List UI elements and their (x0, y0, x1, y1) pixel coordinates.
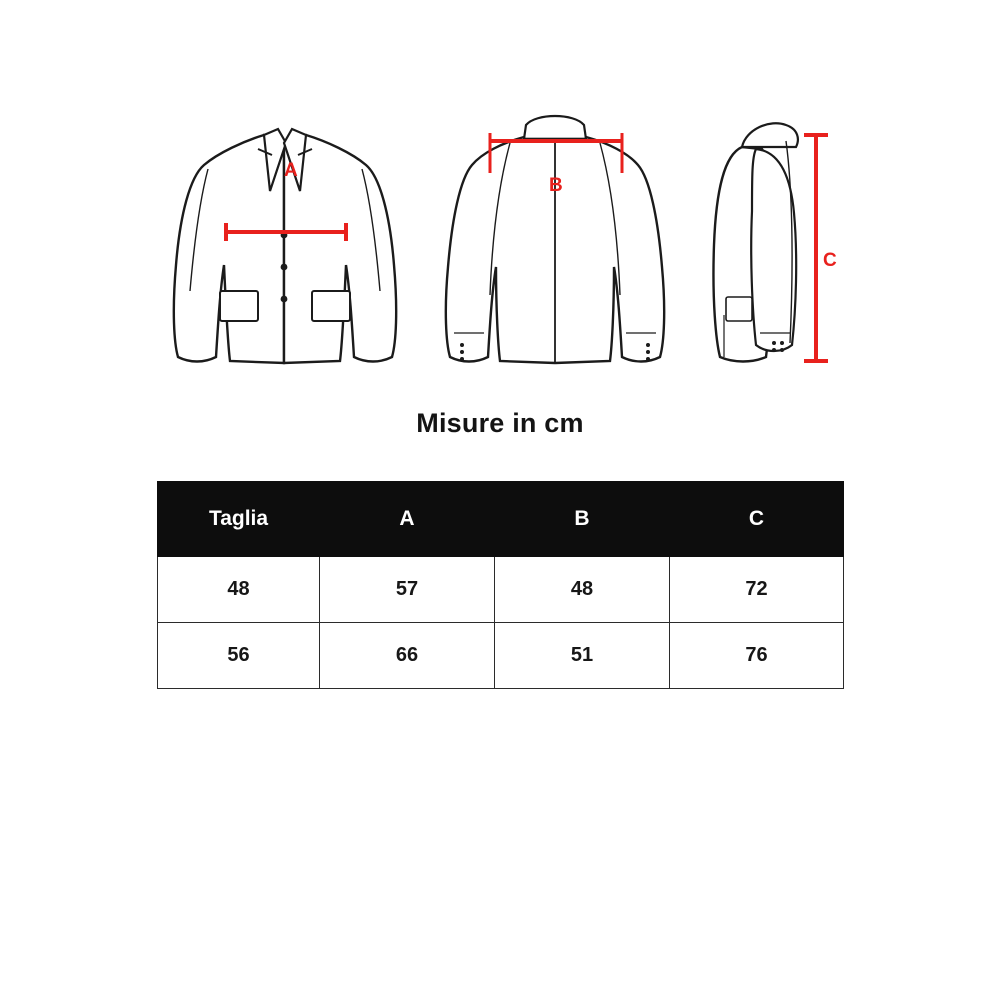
side-jacket-illustration (690, 95, 870, 390)
back-jacket-svg (440, 95, 670, 385)
measure-label-c: C (823, 250, 837, 271)
cell-b: 51 (495, 623, 670, 689)
cell-a: 57 (320, 557, 495, 623)
cell-size: 48 (158, 557, 320, 623)
table-header-c: C (670, 482, 844, 557)
cell-size: 56 (158, 623, 320, 689)
jacket-diagrams (0, 95, 1000, 385)
back-jacket-illustration (440, 95, 670, 390)
table-header-a: A (320, 482, 495, 557)
cell-c: 72 (670, 557, 844, 623)
front-jacket-illustration (160, 95, 410, 390)
measure-line-c (804, 135, 828, 361)
table-row (158, 557, 844, 623)
side-jacket-svg (690, 95, 870, 385)
cell-a: 66 (320, 623, 495, 689)
front-jacket-svg (160, 95, 410, 385)
size-table (157, 481, 844, 689)
cell-c: 76 (670, 623, 844, 689)
table-row (158, 623, 844, 689)
table-header-b: B (495, 482, 670, 557)
table-header-taglia: Taglia (158, 482, 320, 557)
measure-label-b: B (549, 175, 563, 196)
caption-misure: Misure in cm (416, 408, 584, 438)
cell-b: 48 (495, 557, 670, 623)
measure-label-a: A (284, 160, 298, 181)
table-header-row (158, 482, 844, 557)
